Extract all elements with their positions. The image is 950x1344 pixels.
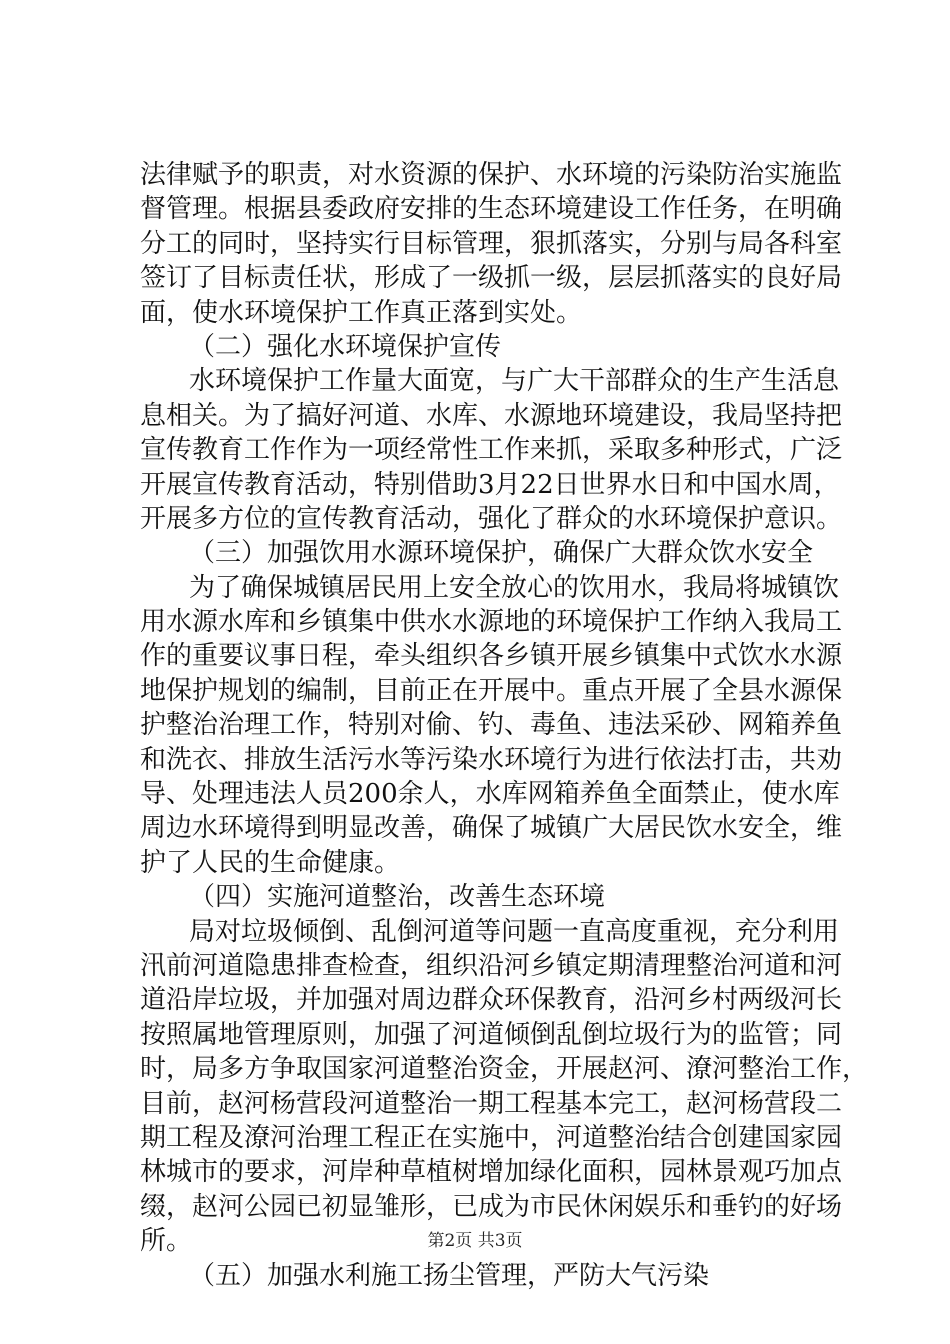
text-line: 开展多方位的宣传教育活动，强化了群众的水环境保护意识。 bbox=[140, 503, 843, 534]
text-line: （二）强化水环境保护宣传 bbox=[189, 331, 502, 362]
text-line: 和洗衣、排放生活污水等污染水环境行为进行依法打击，共劝 bbox=[140, 744, 843, 775]
text-line: 汛前河道隐患排查检查，组织沿河乡镇定期清理整治河道和河 bbox=[140, 950, 843, 981]
text-line: 宣传教育工作作为一项经常性工作来抓，采取多种形式，广泛 bbox=[140, 435, 843, 466]
text-line: 林城市的要求，河岸种草植树增加绿化面积，园林景观巧加点 bbox=[140, 1157, 843, 1188]
text-line: （三）加强饮用水源环境保护，确保广大群众饮水安全 bbox=[189, 538, 814, 569]
text-line: 息相关。为了搞好河道、水库、水源地环境建设，我局坚持把 bbox=[140, 400, 843, 431]
text-line: （四）实施河道整治，改善生态环境 bbox=[189, 882, 606, 913]
text-line: 时，局多方争取国家河道整治资金，开展赵河、潦河整治工作， bbox=[140, 1054, 869, 1085]
text-line: 水环境保护工作量大面宽，与广大干部群众的生产生活息 bbox=[189, 366, 840, 397]
text-line: 道沿岸垃圾，并加强对周边群众环保教育，沿河乡村两级河长 bbox=[140, 985, 843, 1016]
text-line: 护整治治理工作，特别对偷、钓、毒鱼、违法采砂、网箱养鱼 bbox=[140, 710, 843, 741]
page-footer: 第2页 共3页 bbox=[427, 1231, 523, 1251]
text-line: （五）加强水利施工扬尘管理，严防大气污染 bbox=[189, 1260, 710, 1291]
text-line: 地保护规划的编制，目前正在开展中。重点开展了全县水源保 bbox=[140, 675, 843, 706]
text-line: 签订了目标责任状，形成了一级抓一级，层层抓落实的良好局 bbox=[140, 263, 843, 294]
text-line: 按照属地管理原则，加强了河道倾倒乱倒垃圾行为的监管；同 bbox=[140, 1019, 843, 1050]
document-body bbox=[140, 158, 869, 1293]
text-line: 局对垃圾倾倒、乱倒河道等问题一直高度重视，充分利用 bbox=[189, 916, 840, 947]
text-line: 所。 bbox=[140, 1226, 193, 1257]
text-line: 期工程及潦河治理工程正在实施中，河道整治结合创建国家园 bbox=[140, 1122, 843, 1153]
text-line: 导、处理违法人员200余人，水库网箱养鱼全面禁止，使水库 bbox=[140, 779, 840, 810]
text-line: 督管理。根据县委政府安排的生态环境建设工作任务，在明确 bbox=[140, 194, 843, 225]
text-line: 法律赋予的职责，对水资源的保护、水环境的污染防治实施监 bbox=[140, 160, 843, 190]
text-line: 作的重要议事日程，牵头组织各乡镇开展乡镇集中式饮水水源 bbox=[140, 641, 843, 672]
text-line: 缀，赵河公园已初显雏形，已成为市民休闲娱乐和垂钓的好场 bbox=[140, 1191, 843, 1222]
text-line: 护了人民的生命健康。 bbox=[140, 847, 401, 878]
text-line: 分工的同时，坚持实行目标管理，狠抓落实，分别与局各科室 bbox=[140, 228, 843, 259]
text-line: 为了确保城镇居民用上安全放心的饮用水，我局将城镇饮 bbox=[189, 572, 840, 603]
text-line: 面，使水环境保护工作真正落到实处。 bbox=[140, 297, 583, 328]
text-line: 用水源水库和乡镇集中供水水源地的环境保护工作纳入我局工 bbox=[140, 607, 843, 638]
text-line: 目前，赵河杨营段河道整治一期工程基本完工，赵河杨营段二 bbox=[140, 1088, 843, 1119]
text-line: 开展宣传教育活动，特别借助3月22日世界水日和中国水周， bbox=[140, 469, 840, 500]
text-line: 周边水环境得到明显改善，确保了城镇广大居民饮水安全，维 bbox=[140, 813, 843, 844]
